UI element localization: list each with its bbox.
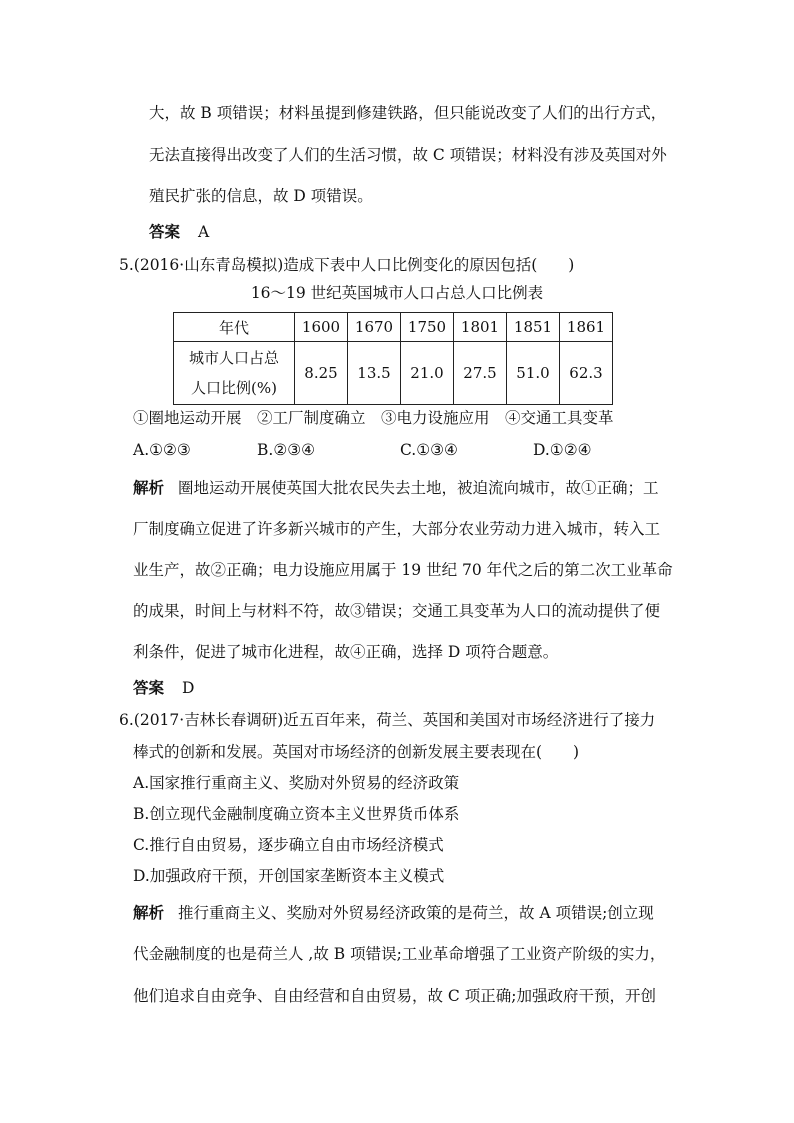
option-a: A.①②③ (133, 441, 191, 459)
table-cell-year: 1851 (507, 313, 560, 342)
q5-answer (133, 678, 194, 698)
q5-data-table (173, 312, 613, 405)
table-cell-value: 21.0 (401, 342, 454, 405)
analysis-text: 推行重商主义、奖励对外贸易经济政策的是荷兰，故 A 项错误;创立现 (178, 904, 654, 922)
q6-stem-line-2: 棒式的创新和发展。英国对市场经济的创新发展主要表现在( ) (133, 743, 580, 761)
table-cell-value: 8.25 (295, 342, 348, 405)
row-label-line-1: 城市人口占总 (188, 349, 279, 367)
q6-analysis-line-3: 他们追求自由竞争、自由经营和自由贸易，故 C 项正确;加强政府干预，开创 (133, 987, 656, 1005)
q6-analysis-line-1 (133, 903, 654, 923)
table-header-label: 年代 (174, 313, 295, 342)
option-d: D.①②④ (533, 441, 592, 459)
table-cell-year: 1861 (560, 313, 613, 342)
q5-stem: 5.(2016·山东青岛模拟)造成下表中人口比例变化的原因包括( ) (119, 256, 575, 274)
prev-analysis-line-1: 大，故 B 项错误；材料虽提到修建铁路，但只能说改变了人们的出行方式， (149, 104, 667, 122)
table-row-label (174, 342, 295, 405)
q5-analysis-line-2: 厂制度确立促进了许多新兴城市的产生，大部分农业劳动力进入城市，转入工 (133, 520, 661, 538)
q5-analysis-line-5: 利条件，促进了城市化进程，故④正确，选择 D 项符合题意。 (133, 643, 559, 661)
table-cell-year: 1801 (454, 313, 507, 342)
answer-label: 答案 (133, 678, 165, 697)
prev-analysis-line-3: 殖民扩张的信息，故 D 项错误。 (149, 187, 373, 205)
q6-option-c: C.推行自由贸易，逐步确立自由市场经济模式 (133, 836, 444, 854)
q6-option-b: B.创立现代金融制度确立资本主义世界货币体系 (133, 805, 460, 823)
q6-option-d: D.加强政府干预，开创国家垄断资本主义模式 (133, 867, 445, 885)
q6-option-a: A.国家推行重商主义、奖励对外贸易的经济政策 (133, 774, 460, 792)
analysis-label: 解析 (133, 903, 165, 922)
q5-analysis-line-1 (133, 478, 659, 498)
table-cell-value: 62.3 (560, 342, 613, 405)
prev-answer (149, 222, 209, 242)
analysis-label: 解析 (133, 478, 165, 497)
table-cell-value: 51.0 (507, 342, 560, 405)
answer-label: 答案 (149, 222, 181, 241)
analysis-text: 圈地运动开展使英国大批农民失去土地，被迫流向城市，故①正确；工 (178, 479, 659, 497)
option-c: C.①③④ (400, 441, 458, 459)
answer-value: D (182, 679, 195, 697)
q5-options (133, 440, 592, 460)
table-cell-value: 27.5 (454, 342, 507, 405)
q6-analysis-line-2: 代金融制度的也是荷兰人 ,故 B 项错误;工业革命增强了工业资产阶级的实力， (133, 945, 666, 963)
table-row-ratio (174, 342, 613, 405)
q5-factors: ①圈地运动开展 ②工厂制度确立 ③电力设施应用 ④交通工具变革 (133, 409, 614, 427)
table-cell-year: 1600 (295, 313, 348, 342)
q6-stem-line-1: 6.(2017·吉林长春调研)近五百年来，荷兰、英国和美国对市场经济进行了接力 (119, 711, 656, 729)
table-cell-year: 1750 (401, 313, 454, 342)
q5-table-title: 16～19 世纪英国城市人口占总人口比例表 (250, 284, 544, 302)
table-cell-value: 13.5 (348, 342, 401, 405)
table-row-years (174, 313, 613, 342)
prev-analysis-line-2: 无法直接得出改变了人们的生活习惯，故 C 项错误；材料没有涉及英国对外 (149, 146, 667, 164)
q5-analysis-line-3: 业生产，故②正确；电力设施应用属于 19 世纪 70 年代之后的第二次工业革命 (133, 561, 673, 579)
row-label-line-2: 人口比例(%) (191, 379, 277, 397)
option-b: B.②③④ (257, 441, 316, 459)
q5-analysis-line-4: 的成果，时间上与材料不符，故③错误；交通工具变革为人口的流动提供了便 (133, 602, 661, 620)
answer-value: A (198, 223, 210, 241)
table-cell-year: 1670 (348, 313, 401, 342)
